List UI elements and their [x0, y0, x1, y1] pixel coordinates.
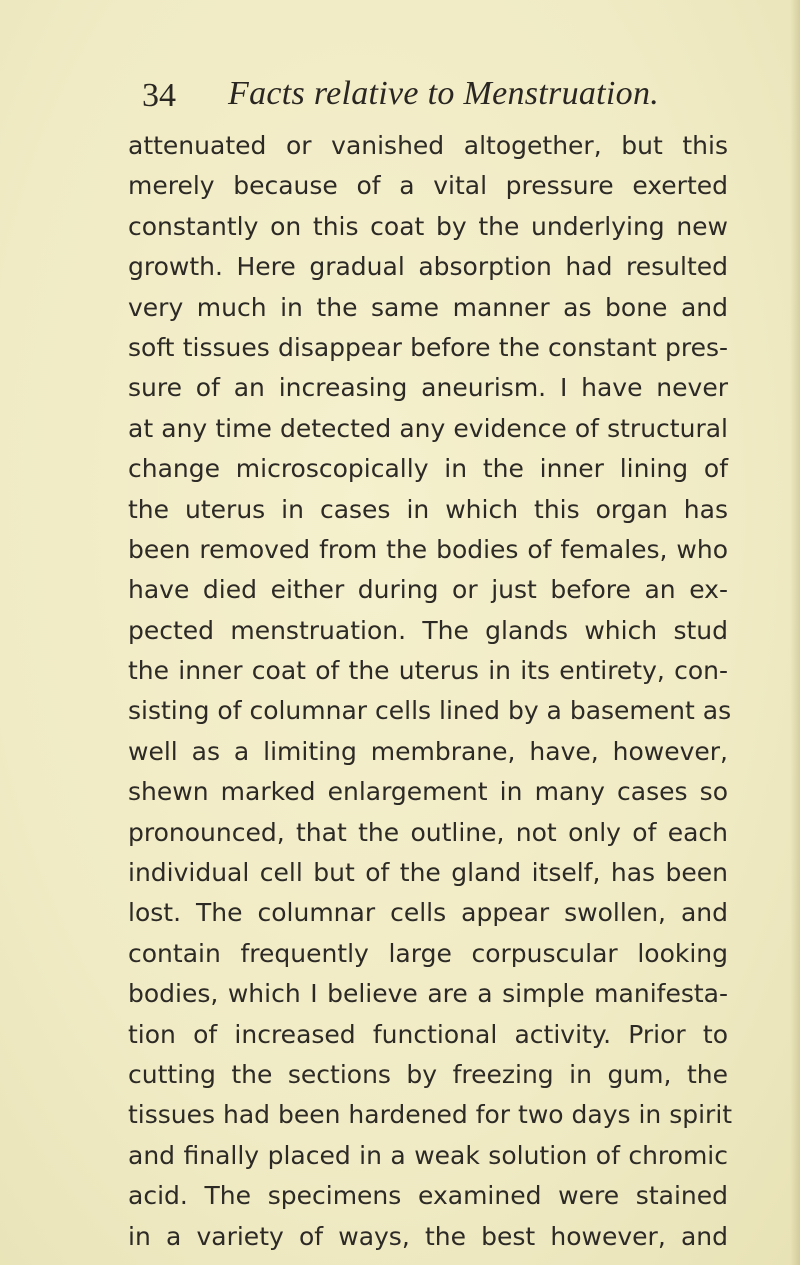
- text-line: and finally placed in a weak solution of chromic: [128, 1140, 728, 1170]
- text-line: very much in the same manner as bone and: [128, 292, 728, 322]
- text-line: well as a limiting membrane, have, however,: [128, 736, 728, 766]
- text-line: acid. The specimens examined were stained: [128, 1181, 728, 1211]
- body-text: [128, 126, 733, 1257]
- text-line: growth. Here gradual absorption had resulted: [128, 252, 728, 282]
- text-line: the inner coat of the uterus in its entirety, con-: [128, 656, 728, 686]
- text-line: lost. The columnar cells appear swollen, and: [128, 898, 728, 928]
- running-head: [0, 72, 800, 116]
- text-line: shewn marked enlargement in many cases so: [128, 777, 728, 807]
- text-line: contain frequently large corpuscular looking: [128, 938, 728, 968]
- text-line: tion of increased functional activity. Prior to: [128, 1019, 728, 1049]
- text-line: constantly on this coat by the underlying new: [128, 211, 728, 241]
- text-line: in a variety of ways, the best however, and: [128, 1221, 728, 1251]
- text-line: sure of an increasing aneurism. I have never: [128, 373, 728, 403]
- text-line: the uterus in cases in which this organ has: [128, 494, 728, 524]
- text-line: individual cell but of the gland itself, has been: [128, 858, 728, 888]
- running-head-title: Facts relative to Menstruation.: [228, 75, 660, 112]
- text-line: been removed from the bodies of females, who: [128, 534, 728, 564]
- text-line: have died either during or just before an ex-: [128, 575, 728, 605]
- page-number: 34: [142, 77, 176, 114]
- text-line: soft tissues disappear before the constant pres-: [128, 332, 728, 362]
- text-line: pronounced, that the outline, not only of each: [128, 817, 728, 847]
- page-edge-shadow: [790, 0, 800, 1265]
- text-line: attenuated or vanished altogether, but this: [128, 131, 728, 160]
- text-line: bodies, which I believe are a simple manifesta-: [128, 979, 728, 1009]
- text-line: cutting the sections by freezing in gum, the: [128, 1059, 728, 1089]
- text-line: at any time detected any evidence of structural: [128, 413, 728, 443]
- text-line: tissues had been hardened for two days in spirit: [128, 1100, 733, 1130]
- text-line: sisting of columnar cells lined by a basement as: [128, 696, 732, 726]
- text-line: merely because of a vital pressure exerted: [128, 171, 728, 201]
- text-line: change microscopically in the inner lining of: [128, 454, 728, 484]
- text-line: pected menstruation. The glands which stud: [128, 615, 728, 645]
